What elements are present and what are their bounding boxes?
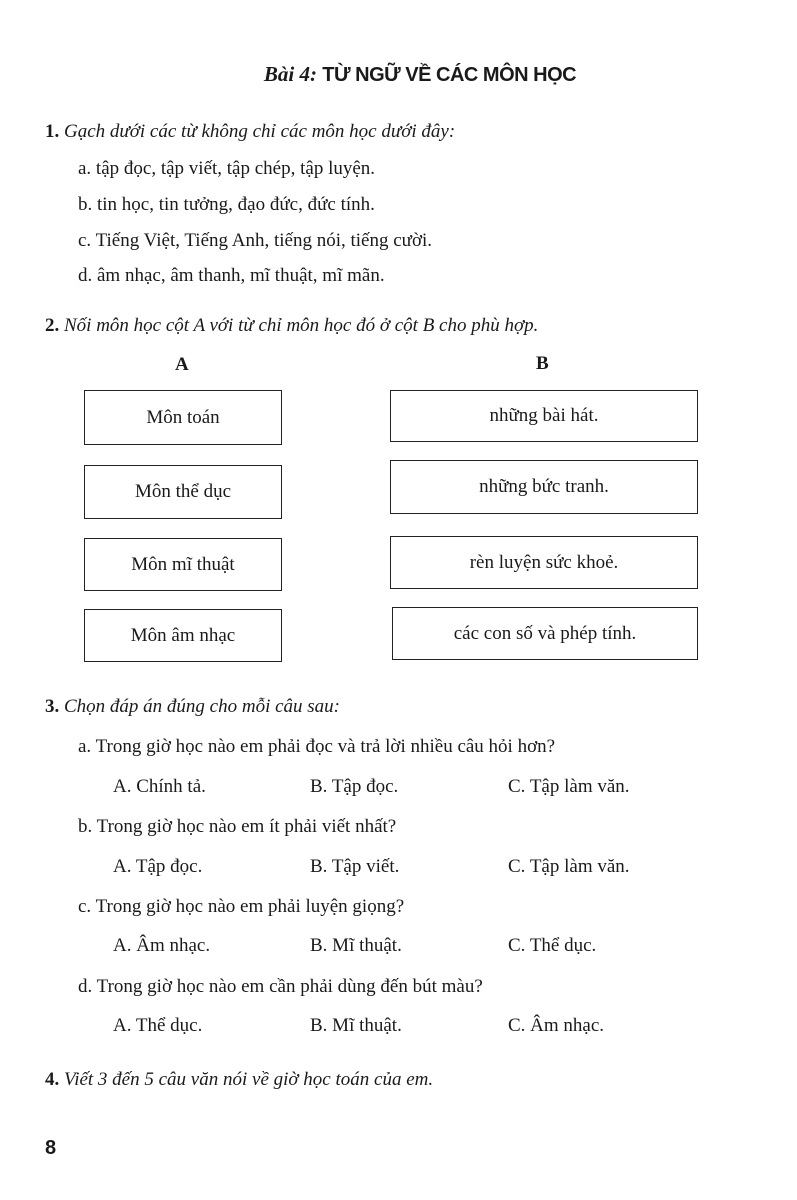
- q3-question-d: d. Trong giờ học nào em cần phải dùng đến bút màu?: [78, 976, 483, 997]
- q1-item-d: d. âm nhạc, âm thanh, mĩ thuật, mĩ mãn.: [78, 265, 385, 286]
- column-a-box[interactable]: [84, 390, 282, 445]
- q3-question-c: c. Trong giờ học nào em phải luyện giọng?: [78, 896, 405, 917]
- lesson-title: [0, 64, 797, 85]
- option-a[interactable]: A. Chính tả.: [113, 776, 206, 797]
- column-b-header: B: [536, 353, 549, 374]
- option-a[interactable]: A. Âm nhạc.: [113, 935, 211, 956]
- question-prompt: Gạch dưới các từ không chỉ các môn học dưới đây:: [64, 121, 456, 142]
- column-a-box[interactable]: [84, 465, 282, 519]
- box-label: Môn thể dục: [134, 481, 232, 502]
- q1-item-c: c. Tiếng Việt, Tiếng Anh, tiếng nói, tiếng cười.: [78, 230, 433, 251]
- q3-question-b: b. Trong giờ học nào em ít phải viết nhất?: [78, 816, 397, 837]
- lesson-name: TỪ NGỮ VỀ CÁC MÔN HỌC: [322, 64, 577, 86]
- question-4: [45, 1070, 433, 1089]
- option-c[interactable]: C. Tập làm văn.: [508, 776, 630, 797]
- option-b[interactable]: B. Tập viết.: [310, 856, 400, 877]
- box-label: những bức tranh.: [479, 476, 609, 497]
- q1-item-a: a. tập đọc, tập viết, tập chép, tập luyện.: [78, 158, 376, 179]
- column-a-header: A: [175, 354, 189, 375]
- box-label: Môn mĩ thuật: [131, 553, 235, 575]
- box-label: Môn toán: [146, 406, 220, 428]
- page-number: 8: [45, 1137, 57, 1159]
- option-a[interactable]: A. Tập đọc.: [113, 856, 203, 877]
- option-b[interactable]: B. Tập đọc.: [310, 776, 399, 797]
- question-number: 4.: [45, 1069, 60, 1090]
- option-c[interactable]: C. Âm nhạc.: [508, 1015, 605, 1036]
- question-3: [45, 697, 340, 716]
- question-number: 3.: [45, 696, 60, 717]
- lesson-number: Bài 4:: [263, 62, 318, 86]
- question-prompt: Chọn đáp án đúng cho mỗi câu sau:: [64, 696, 341, 717]
- question-prompt: Viết 3 đến 5 câu văn nói về giờ học toán của em.: [64, 1069, 434, 1090]
- option-b[interactable]: B. Mĩ thuật.: [310, 935, 402, 956]
- question-number: 2.: [45, 315, 60, 336]
- column-b-box[interactable]: [390, 390, 698, 442]
- option-a[interactable]: A. Thể dục.: [113, 1015, 203, 1036]
- column-a-box[interactable]: [84, 538, 282, 591]
- q1-item-b: b. tin học, tin tưởng, đạo đức, đức tính.: [78, 194, 375, 215]
- option-c[interactable]: C. Tập làm văn.: [508, 856, 630, 877]
- box-label: rèn luyện sức khoẻ.: [469, 551, 619, 573]
- option-b[interactable]: B. Mĩ thuật.: [310, 1015, 402, 1036]
- question-2: [45, 316, 538, 335]
- question-1: [45, 122, 455, 141]
- box-label: những bài hát.: [489, 405, 599, 426]
- box-label: các con số và phép tính.: [453, 622, 637, 644]
- q3-question-a: a. Trong giờ học nào em phải đọc và trả lời nhiều câu hỏi hơn?: [78, 736, 556, 757]
- column-a-box[interactable]: [84, 609, 282, 662]
- column-b-box[interactable]: [390, 460, 698, 514]
- question-prompt: Nối môn học cột A với từ chỉ môn học đó ở cột B cho phù hợp.: [64, 315, 539, 336]
- box-label: Môn âm nhạc: [130, 624, 236, 646]
- option-c[interactable]: C. Thể dục.: [508, 935, 597, 956]
- column-b-box[interactable]: [390, 536, 698, 589]
- column-b-box[interactable]: [392, 607, 698, 660]
- question-number: 1.: [45, 121, 60, 142]
